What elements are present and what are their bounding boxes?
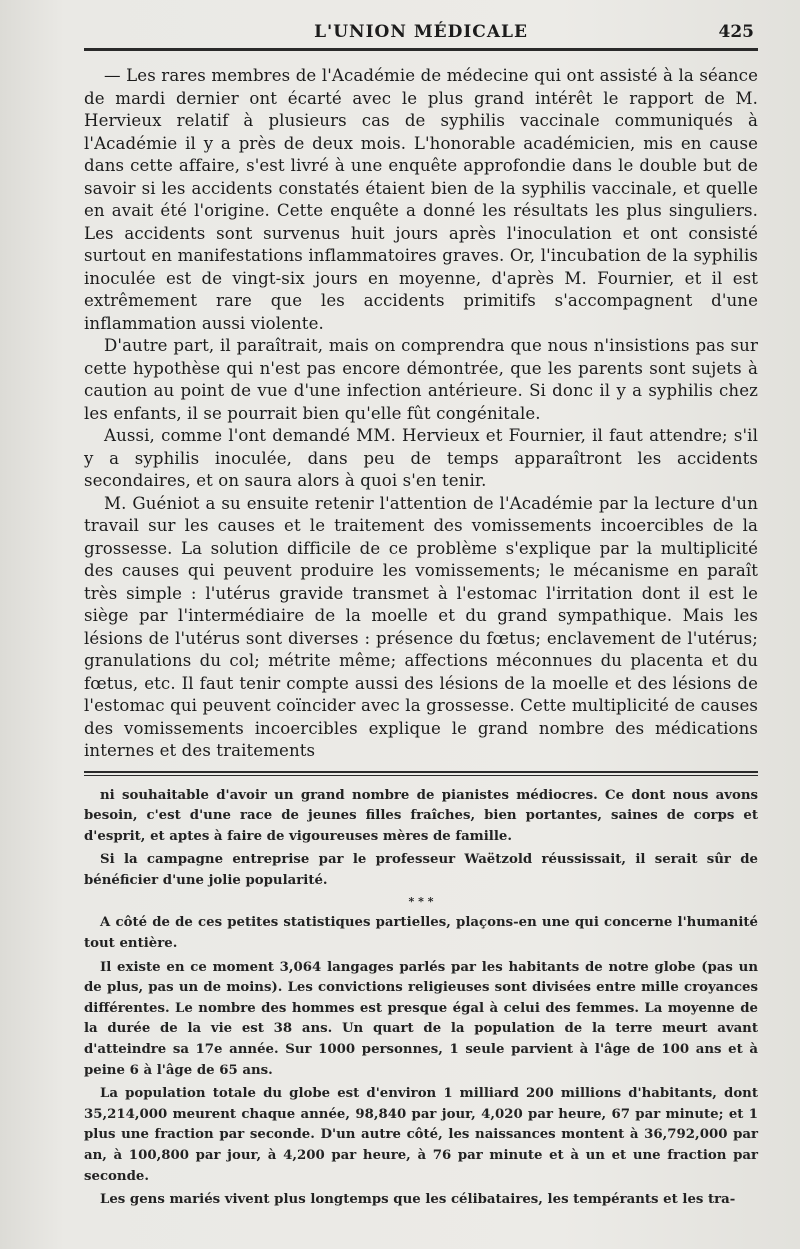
paragraph-attendre: Aussi, comme l'ont demandé MM. Hervieux et Fournier, il faut attendre; s'il y a syphilis inoculée, dans peu de temps apparaîtront les accidents secondaires, et on saura alors à quoi s'en tenir. (84, 426, 758, 490)
feuilleton-text (84, 786, 758, 1211)
paragraph-hypothese: D'autre part, il paraîtrait, mais on comprendra que nous n'insistions pas sur cette hypothèse qui n'est pas encore démontrée, que les parents sont sujets à caution au point de vue d'une infection antérieure. Si donc il y a syphilis chez les enfants, il se pourrait bien qu'elle fût congénitale. (84, 336, 758, 423)
page-number: 425 (718, 22, 754, 42)
note-pianistes: ni souhaitable d'avoir un grand nombre de pianistes médiocres. Ce dont nous avons besoin, c'est d'une race de jeunes filles fraîches, bien portantes, saines de corps et d'esprit, et aptes à faire de vigoureuses mères de famille. (84, 787, 758, 844)
note-waetzold: Si la campagne entreprise par le professeur Waëtzold réussissait, il serait sûr de bénéficier d'une jolie popularité. (84, 852, 758, 888)
note-langages: Il existe en ce moment 3,064 langages parlés par les habitants de notre globe (pas un de plus, pas un de moins). Les convictions religieuses sont divisées entre mille croyances différentes. Le nombre des hommes est presque égal à celui des femmes. La moyenne de la durée de la vie est 38 ans. Un quart de la population de la terre meurt avant d'atteindre sa 17e année. Sur 1000 personnes, 1 seule parvient à l'âge de 100 ans et à peine 6 à l'âge de 65 ans. (84, 959, 758, 1078)
journal-title: L'UNION MÉDICALE (314, 22, 528, 42)
main-text (84, 65, 758, 763)
note-statistiques: A côté de de ces petites statistiques partielles, plaçons-en une qui concerne l'humanité tout entière. (84, 915, 758, 952)
note-population: La population totale du globe est d'environ 1 milliard 200 millions d'habitants, dont 35,214,000 meurent chaque année, 98,840 par jour, 4,020 par heure, 67 par minute; et 1 plus une fraction par seconde. D'un autre côté, les naissances montent à 36,792,000 par an, à 100,800 par jour, à 4,200 par heure, à 76 par minute et à un et une fraction par seconde. (84, 1086, 758, 1184)
asterism-separator: * * * (408, 895, 434, 909)
paragraph-syphilis-vaccinale: — Les rares membres de l'Académie de médecine qui ont assisté à la séance de mardi dernier ont écarté avec le plus grand intérêt le rapport de M. Hervieux relatif à plusieurs cas de syphilis vaccinale communiqués à l'Académie il y a près de deux mois. L'honorable académicien, mis en cause dans cette affaire, s'est livré à une enquête approfondie dans le double but de savoir si les accidents constatés étaient bien de la syphilis vaccinale, et quelle en avait été l'origine. Cette enquête a donné les résultats les plus singuliers. Les accidents sont survenus huit jours après l'inoculation et ont consisté surtout en manifestations inflammatoires graves. Or, l'incubation de la syphilis inoculée est de vingt-six jours en moyenne, d'après M. Fournier, et il est extrêmement rare que les accidents primitifs s'accompagnent d'une inflammation aussi violente. (84, 66, 758, 333)
paragraph-gueniot: M. Guéniot a su ensuite retenir l'attention de l'Académie par la lecture d'un travail sur les causes et le traitement des vomissements incoercibles de la grossesse. La solution difficile de ce problème s'explique par la multiplicité des causes qui peuvent produire les vomissements; le mécanisme en paraît très simple : l'utérus gravide transmet à l'estomac l'irritation dont il est le siège par l'intermédiaire de la moelle et du grand sympathique. Mais les lésions de l'utérus sont diverses : présence du fœtus; enclavement de l'utérus; granulations du col; métrite même; affections méconnues du placenta et du fœtus, etc. Il faut tenir compte aussi des lésions de la moelle et des lésions de l'estomac qui peuvent coïncider avec la grossesse. Cette multiplicité de causes des vomissements incoercibles explique le grand nombre des médications internes et des traitements (84, 493, 758, 760)
feuilleton-divider (84, 771, 758, 776)
note-gens-maries: Les gens mariés vivent plus longtemps que les célibataires, les tempérants et les tra- (100, 1192, 736, 1208)
running-header (84, 22, 758, 51)
